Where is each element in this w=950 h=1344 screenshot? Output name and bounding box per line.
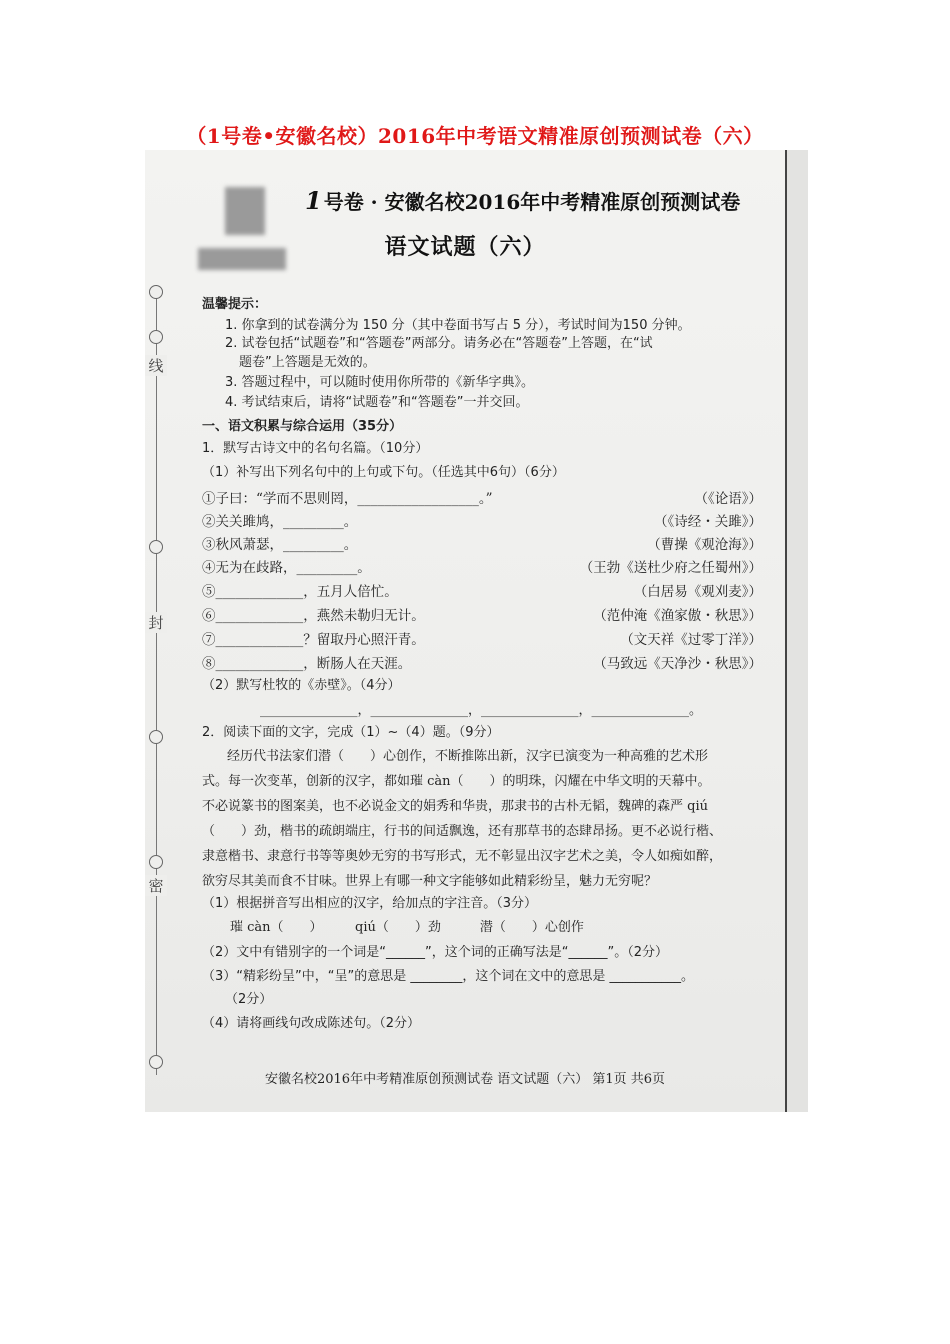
binding-hole bbox=[149, 540, 163, 554]
sub-question-1-items: 璀 càn（ ） qiú（ ）劲 潜（ ）心创作 bbox=[230, 920, 584, 935]
binding-line bbox=[156, 285, 157, 1075]
binding-char-feng: 封 bbox=[145, 612, 167, 633]
poem-line: ⑤_____________，五月人倍忙。 bbox=[202, 584, 398, 600]
question-2: 2．阅读下面的文字，完成（1）~（4）题。（9分） bbox=[202, 725, 500, 740]
tips-title: 温馨提示： bbox=[202, 297, 268, 312]
poem-row bbox=[202, 604, 762, 626]
passage-line: 经历代书法家们潜（ ）心创作，不断推陈出新，汉字已演变为一种高雅的艺术形 bbox=[227, 749, 709, 764]
page-footer: 安徽名校2016年中考精准原创预测试卷 语文试题（六） 第1页 共6页 bbox=[264, 1072, 666, 1087]
poem-source: （马致远《天净沙・秋思》） bbox=[593, 656, 762, 672]
section-heading: 一、语文积累与综合运用（35分） bbox=[202, 419, 403, 434]
passage-line: 不必说篆书的图案美，也不必说金文的娟秀和华贵，那隶书的古朴无韬，魏碑的森严 qiú bbox=[202, 799, 708, 814]
sub-question-3-score: （2分） bbox=[225, 992, 273, 1007]
poem-line: ⑥_____________，燕然未勒归无计。 bbox=[202, 608, 425, 624]
poem-row bbox=[202, 580, 762, 602]
binding-char-mi: 密 bbox=[145, 875, 167, 896]
tip-line: 题卷”上答题是无效的。 bbox=[239, 355, 376, 370]
poem-row bbox=[202, 510, 762, 532]
poem-row bbox=[202, 487, 762, 509]
poem-source: （文天祥《过零丁洋》） bbox=[620, 632, 762, 648]
poem-row bbox=[202, 652, 762, 674]
sub-question-2: （2）文中有错别字的一个词是“______”，这个词的正确写法是“______”。（2分） bbox=[202, 945, 668, 960]
poem-row bbox=[202, 556, 762, 578]
exam-header-text: 号卷 · 安徽名校2016年中考精准原创预测试卷 bbox=[323, 190, 741, 214]
binding-hole bbox=[149, 330, 163, 344]
sub-question-3: （3）“精彩纷呈”中，“呈”的意思是 ________，这个词在文中的意思是 ___________。 bbox=[202, 969, 694, 984]
passage-line: （ ）劲，楷书的疏朗端庄，行书的间适飘逸，还有那草书的态肆昂扬。更不必说行楷、 bbox=[202, 824, 723, 839]
poem-source: （白居易《观刈麦》） bbox=[633, 584, 762, 600]
sub-question-1: （1）根据拼音写出相应的汉字，给加点的字注音。（3分） bbox=[202, 896, 538, 911]
binding-hole bbox=[149, 730, 163, 744]
redacted-mark bbox=[225, 187, 265, 235]
passage-line: 隶意楷书、隶意行书等等奥妙无穷的书写形式，无不彰显出汉字艺术之美，令人如痴如醉， bbox=[202, 849, 723, 864]
document-title: （1号卷•安徽名校）2016年中考语文精准原创预测试卷（六） bbox=[186, 124, 764, 148]
sub-question-4: （4）请将画线句改成陈述句。（2分） bbox=[202, 1016, 421, 1031]
question-1-2: （2）默写杜牧的《赤壁》。（4分） bbox=[202, 678, 401, 693]
poem-line: ⑧_____________，断肠人在天涯。 bbox=[202, 656, 412, 672]
exam-subtitle: 语文试题（六） bbox=[384, 234, 546, 260]
answer-blank: _______________，_______________，_______________，_______________。 bbox=[260, 703, 703, 718]
question-1: 1．默写古诗文中的名句名篇。（10分） bbox=[202, 441, 429, 456]
passage-line: 欲穷尽其美而食不甘味。世界上有哪一种文字能够如此精彩纷呈，魅力无穷呢？ bbox=[202, 874, 658, 889]
tip-line: 3. 答题过程中，可以随时使用你所带的《新华字典》。 bbox=[225, 375, 535, 390]
poem-source: （曹操《观沧海》） bbox=[647, 537, 762, 553]
tip-line: 2. 试卷包括“试题卷”和“答题卷”两部分。请务必在“答题卷”上答题，在“试 bbox=[225, 336, 653, 351]
tip-line: 1. 你拿到的试卷满分为 150 分（其中卷面书写占 5 分），考试时间为150 分钟。 bbox=[225, 318, 691, 333]
poem-source: （范仲淹《渔家傲・秋思》） bbox=[593, 608, 762, 624]
binding-hole bbox=[149, 855, 163, 869]
poem-source: （《论语》） bbox=[694, 491, 762, 507]
poem-source: （《诗经・关雎》） bbox=[654, 514, 762, 530]
next-page-edge bbox=[785, 150, 808, 1112]
question-1-1: （1）补写出下列名句中的上句或下句。（任选其中6句）（6分） bbox=[202, 465, 565, 480]
passage-line: 式。每一次变革，创新的汉字，都如璀 càn（ ）的明珠，闪耀在中华文明的天幕中。 bbox=[202, 774, 711, 789]
exam-photo bbox=[145, 150, 808, 1112]
poem-source: （王勃《送杜少府之任蜀州》） bbox=[579, 560, 762, 576]
poem-line: ③秋风萧瑟，_________。 bbox=[202, 537, 358, 553]
poem-line: ①子曰：“学而不思则罔，__________________。” bbox=[202, 491, 493, 507]
poem-row bbox=[202, 628, 762, 650]
exam-header bbox=[305, 186, 765, 215]
binding-char-xian: 线 bbox=[145, 355, 167, 376]
binding-hole bbox=[149, 285, 163, 299]
binding-hole bbox=[149, 1055, 163, 1069]
brand-logo: 1 bbox=[305, 186, 322, 215]
poem-line: ②关关雎鸠，_________。 bbox=[202, 514, 358, 530]
tip-line: 4. 考试结束后，请将“试题卷”和“答题卷”一并交回。 bbox=[225, 395, 529, 410]
poem-line: ⑦_____________？留取丹心照汗青。 bbox=[202, 632, 425, 648]
poem-line: ④无为在歧路，_________。 bbox=[202, 560, 371, 576]
exam-sheet bbox=[145, 150, 785, 1112]
poem-row bbox=[202, 533, 762, 555]
